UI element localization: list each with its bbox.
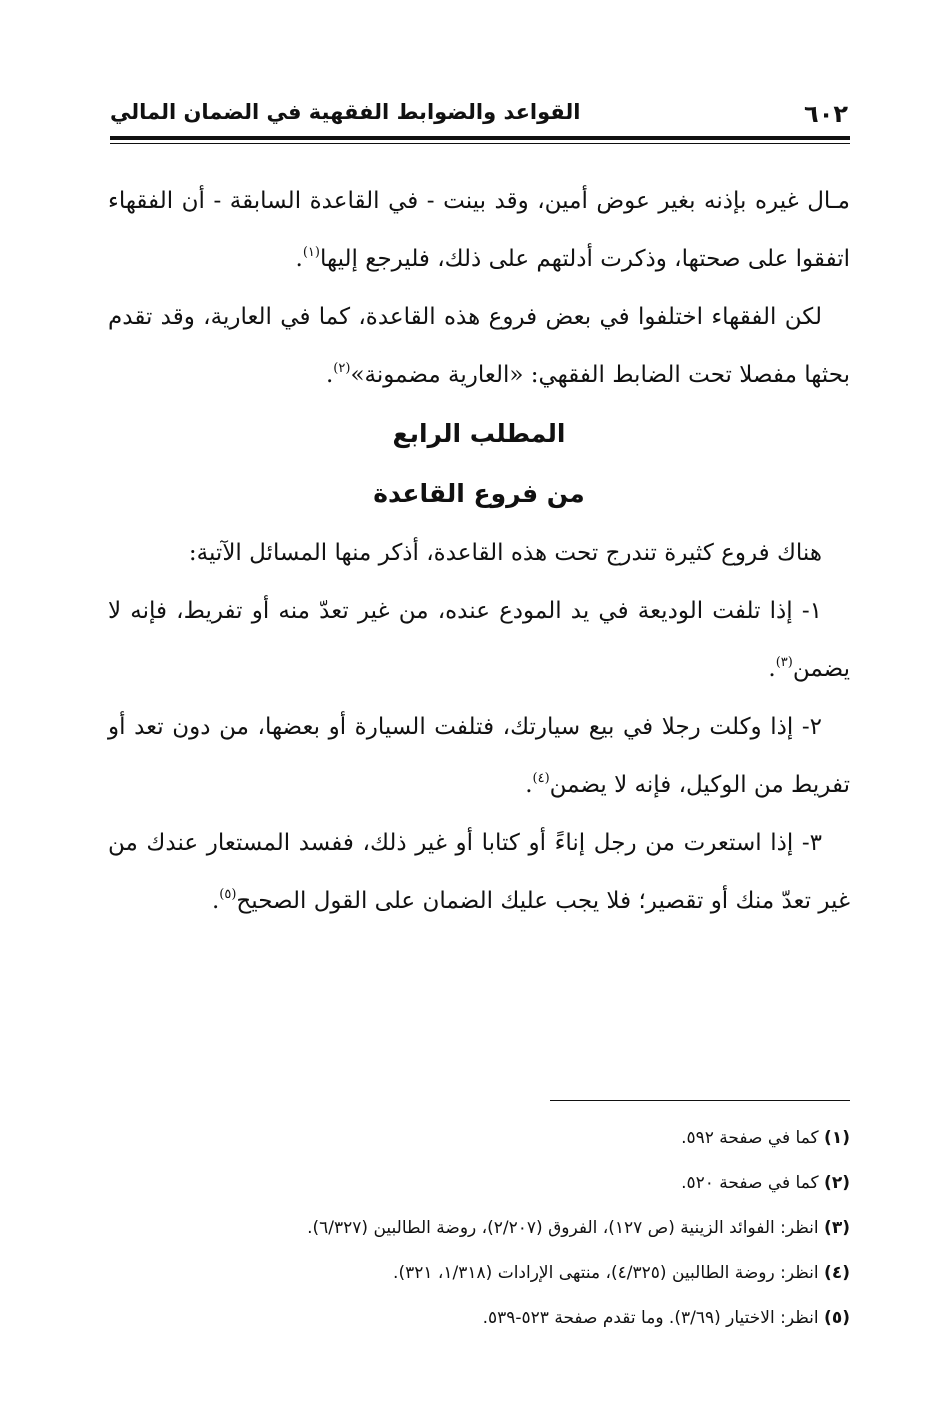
footnote-ref: (٣) (775, 655, 793, 670)
section-heading: المطلب الرابع (392, 419, 566, 448)
page-number: ٦٠٢ (804, 100, 848, 128)
paragraph-text: مـال غيره بإذنه بغير عوض أمين، وقد بينت - في القاعدة السابقة - أن الفقهاء اتفقوا على صحتها، وذكرت أدلتهم على ذلك، فليرجع إليها (108, 188, 850, 272)
footnote-text: كما في صفحة ٥٢٠. (681, 1173, 819, 1193)
running-header (110, 96, 848, 136)
footnote-text: انظر: الاختيار (٣/٦٩). وما تقدم صفحة ٥٢٣-٥٣٩. (482, 1308, 819, 1328)
running-title: القواعد والضوابط الفقهية في الضمان المالي (110, 100, 581, 124)
footnote-ref: (٥) (219, 887, 237, 902)
list-item (108, 582, 850, 698)
list-item-end: . (211, 888, 220, 914)
footnote-number: (٢) (824, 1173, 850, 1193)
main-text (108, 172, 850, 930)
footnote (150, 1296, 850, 1341)
header-rule-thin (110, 143, 850, 144)
footnote (150, 1206, 850, 1251)
paragraph (108, 288, 850, 404)
list-item-end: . (768, 656, 776, 682)
footnote (150, 1161, 850, 1206)
footnote-number: (٥) (824, 1308, 850, 1328)
footnote (150, 1251, 850, 1296)
footnote-ref: (٤) (532, 771, 550, 786)
section-subheading: من فروع القاعدة (373, 479, 585, 508)
footnote-text: انظر: روضة الطالبين (٤/٣٢٥)، منتهى الإرادات (١/٣١٨، ٣٢١). (393, 1263, 819, 1283)
paragraph (108, 172, 850, 288)
footnote-ref: (١) (302, 245, 320, 260)
list-item-text: ١- إذا تلفت الوديعة في يد المودع عنده، من غير تعدّ منه أو تفريط، فإنه لا يضمن (108, 598, 850, 682)
footnote-number: (١) (824, 1128, 850, 1148)
paragraph-text: لكن الفقهاء اختلفوا في بعض فروع هذه القاعدة، كما في العارية، وقد تقدم بحثها مفصلا تحت الضابط الفقهي: «العارية مضمونة» (108, 304, 850, 388)
paragraph-end: . (295, 246, 303, 272)
footnote-text: كما في صفحة ٥٩٢. (681, 1128, 819, 1148)
list-item (108, 814, 850, 930)
header-rule-thick (110, 136, 850, 140)
footnote-number: (٤) (824, 1263, 850, 1283)
list-item (108, 698, 850, 814)
paragraph-end: . (325, 362, 334, 388)
footnote-number: (٣) (824, 1218, 850, 1238)
footnote (150, 1116, 850, 1161)
list-item-end: . (525, 772, 533, 798)
footnote-text: انظر: الفوائد الزينية (ص ١٢٧)، الفروق (٢/٢٠٧)، روضة الطالبين (٦/٣٢٧). (307, 1218, 819, 1238)
footnote-separator (550, 1100, 850, 1101)
footnote-ref: (٢) (333, 361, 351, 376)
intro-paragraph: هناك فروع كثيرة تندرج تحت هذه القاعدة، أذكر منها المسائل الآتية: (188, 540, 822, 566)
list-item-text: ٣- إذا استعرت من رجل إناءً أو كتابا أو غير ذلك، ففسد المستعار عندك من غير تعدّ منك أو تقصير؛ فلا يجب عليك الضمان على القول الصحيح (108, 830, 850, 914)
footnotes (150, 1116, 850, 1341)
list-item-text: ٢- إذا وكلت رجلا في بيع سيارتك، فتلفت السيارة أو بعضها، من دون تعد أو تفريط من الوكيل، فإنه لا يضمن (108, 714, 850, 798)
